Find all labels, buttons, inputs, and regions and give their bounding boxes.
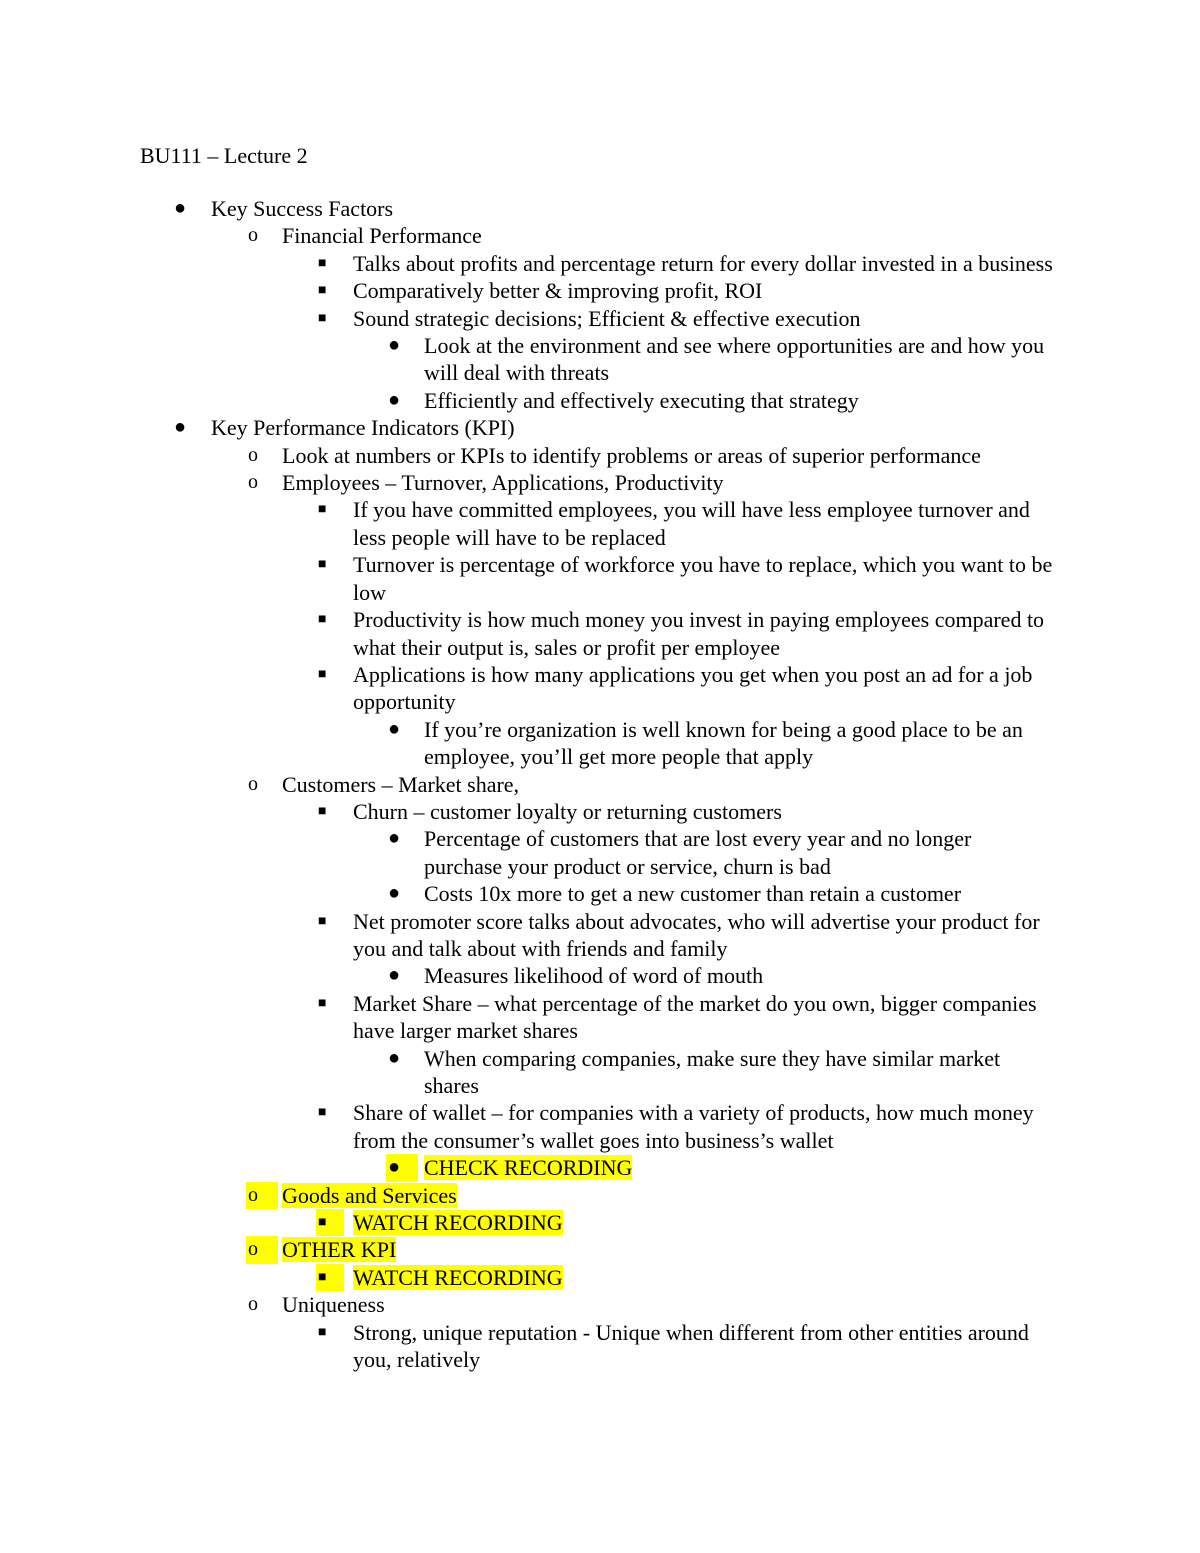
bullet-marker: ■ [318,502,327,518]
outline-item-text: Employees – Turnover, Applications, Productivity [282,470,724,496]
bullet-marker: ■ [318,612,327,628]
outline-item-text: Financial Performance [282,223,482,249]
outline-item-text: Key Performance Indicators (KPI) [211,415,515,441]
bullet-marker: o [248,772,258,795]
outline-item-text: Look at the environment and see where opportunities are and how you will deal with threats [424,333,1045,386]
bullet-marker: ● [388,964,401,987]
outline-item-level-4 [0,387,1200,414]
outline-item-text: Talks about profits and percentage return for every dollar invested in a business [353,250,1053,276]
bullet-marker: ■ [318,913,327,929]
outline-item-text: Percentage of customers that are lost every year and no longer purchase your product or service, churn is bad [424,826,972,879]
outline-item-text: Efficiently and effectively executing that strategy [424,387,859,413]
outline-item-level-4 [0,1045,1200,1100]
outline-item-text: Turnover is percentage of workforce you have to replace, which you want to be low [353,552,1053,605]
outline-item-level-2 [0,469,1200,496]
outline-item-level-4 [0,716,1200,771]
bullet-marker: ■ [318,283,327,299]
bullet-marker: ■ [316,1209,344,1236]
bullet-marker: o [248,471,258,494]
outline-item-text: Productivity is how much money you invest in paying employees compared to what their output is, sales or profit per employee [353,607,1045,660]
highlighted-item-text [424,1154,1054,1181]
outline-item-text: Look at numbers or KPIs to identify problems or areas of superior performance [282,442,981,468]
outline-item-text: Applications is how many applications you get when you post an ad for a job opportunity [353,661,1033,715]
outline-item-level-3 [0,908,1200,963]
bullet-marker: ● [388,388,401,411]
text-highlight: WATCH RECORDING [353,1210,563,1236]
outline-item-level-3 [0,1099,1200,1154]
highlighted-item-text [282,1236,1072,1263]
outline-item-level-4 [0,1154,1200,1181]
outline-item-level-3 [0,1319,1200,1374]
outline-item-text: Sound strategic decisions; Efficient & effective execution [353,305,861,331]
highlighted-item-text [353,1264,1063,1291]
outline-item-text: Market Share – what percentage of the market do you own, bigger companies have larger market shares [353,990,1037,1044]
bullet-marker: ● [388,882,401,905]
outline-item-text: Churn – customer loyalty or returning customers [353,798,782,824]
outline-item-level-4 [0,332,1200,387]
bullet-marker: ● [174,197,187,219]
outline-item-level-2 [0,442,1200,469]
outline-item-level-1 [0,195,1200,222]
document-title: BU111 – Lecture 2 [140,143,308,168]
text-highlight: Goods and Services [282,1182,457,1208]
bullet-marker: ■ [316,1264,344,1291]
bullet-marker: ■ [318,255,327,271]
outline-item-level-3 [0,551,1200,606]
highlighted-item-text [353,1209,1063,1236]
text-highlight: CHECK RECORDING [424,1155,633,1181]
bullet-marker: ● [388,717,401,740]
text-highlight: WATCH RECORDING [353,1264,563,1290]
outline-item-text: Key Success Factors [211,196,394,221]
bullet-marker: ■ [318,995,327,1011]
outline-item-text: Costs 10x more to get a new customer than retain a customer [424,881,962,907]
lecture-outline [0,195,1200,1373]
outline-item-level-3 [0,606,1200,661]
bullet-marker: ■ [318,310,327,326]
bullet-marker: ● [388,1046,401,1069]
outline-item-text: Comparatively better & improving profit, ROI [353,278,763,304]
outline-item-level-2 [0,1182,1200,1209]
outline-item-text: Customers – Market share, [282,771,520,797]
outline-item-text: When comparing companies, make sure they have similar market shares [424,1045,1001,1098]
bullet-marker: o [248,1293,258,1316]
outline-item-level-3 [0,250,1200,277]
outline-item-level-3 [0,798,1200,825]
outline-item-level-2 [0,771,1200,798]
bullet-marker: ■ [318,1324,327,1340]
outline-item-level-4 [0,825,1200,880]
outline-item-level-2 [0,1291,1200,1318]
outline-item-text: Share of wallet – for companies with a variety of products, how much money from the consumer’s wallet goes into business’s wallet [353,1100,1034,1153]
outline-item-level-1 [0,414,1200,441]
outline-item-level-2 [0,1236,1200,1263]
outline-item-text: If you’re organization is well known for being a good place to be an employee, you’ll get more people that apply [424,716,1023,770]
bullet-marker: o [246,1182,278,1209]
bullet-marker: o [246,1236,278,1263]
outline-item-level-3 [0,1209,1200,1236]
outline-item-text: Net promoter score talks about advocates, who will advertise your product for you and talk about with friends and family [353,908,1040,961]
outline-item-text: Strong, unique reputation - Unique when different from other entities around you, relatively [353,1319,1029,1373]
bullet-marker: ● [388,827,401,850]
bullet-marker: ● [388,334,401,357]
outline-item-text: If you have committed employees, you will have less employee turnover and less people will have to be replaced [353,497,1030,550]
outline-item-level-4 [0,880,1200,907]
bullet-marker: o [248,224,258,247]
bullet-marker: o [248,443,258,466]
bullet-marker: ● [174,416,187,439]
outline-item-level-3 [0,277,1200,304]
outline-item-text: Measures likelihood of word of mouth [424,963,764,989]
outline-item-level-3 [0,661,1200,716]
highlighted-item-text [282,1182,1072,1209]
outline-item-level-3 [0,496,1200,551]
outline-item-level-3 [0,990,1200,1045]
bullet-marker: ■ [318,803,327,819]
outline-item-level-4 [0,962,1200,989]
outline-item-text: Uniqueness [282,1292,385,1318]
bullet-marker: ■ [318,666,327,682]
text-highlight: OTHER KPI [282,1237,397,1263]
bullet-marker: ● [386,1154,418,1181]
bullet-marker: ■ [318,1105,327,1121]
bullet-marker: ■ [318,557,327,573]
outline-item-level-2 [0,222,1200,249]
outline-item-level-3 [0,305,1200,332]
outline-item-level-3 [0,1264,1200,1291]
